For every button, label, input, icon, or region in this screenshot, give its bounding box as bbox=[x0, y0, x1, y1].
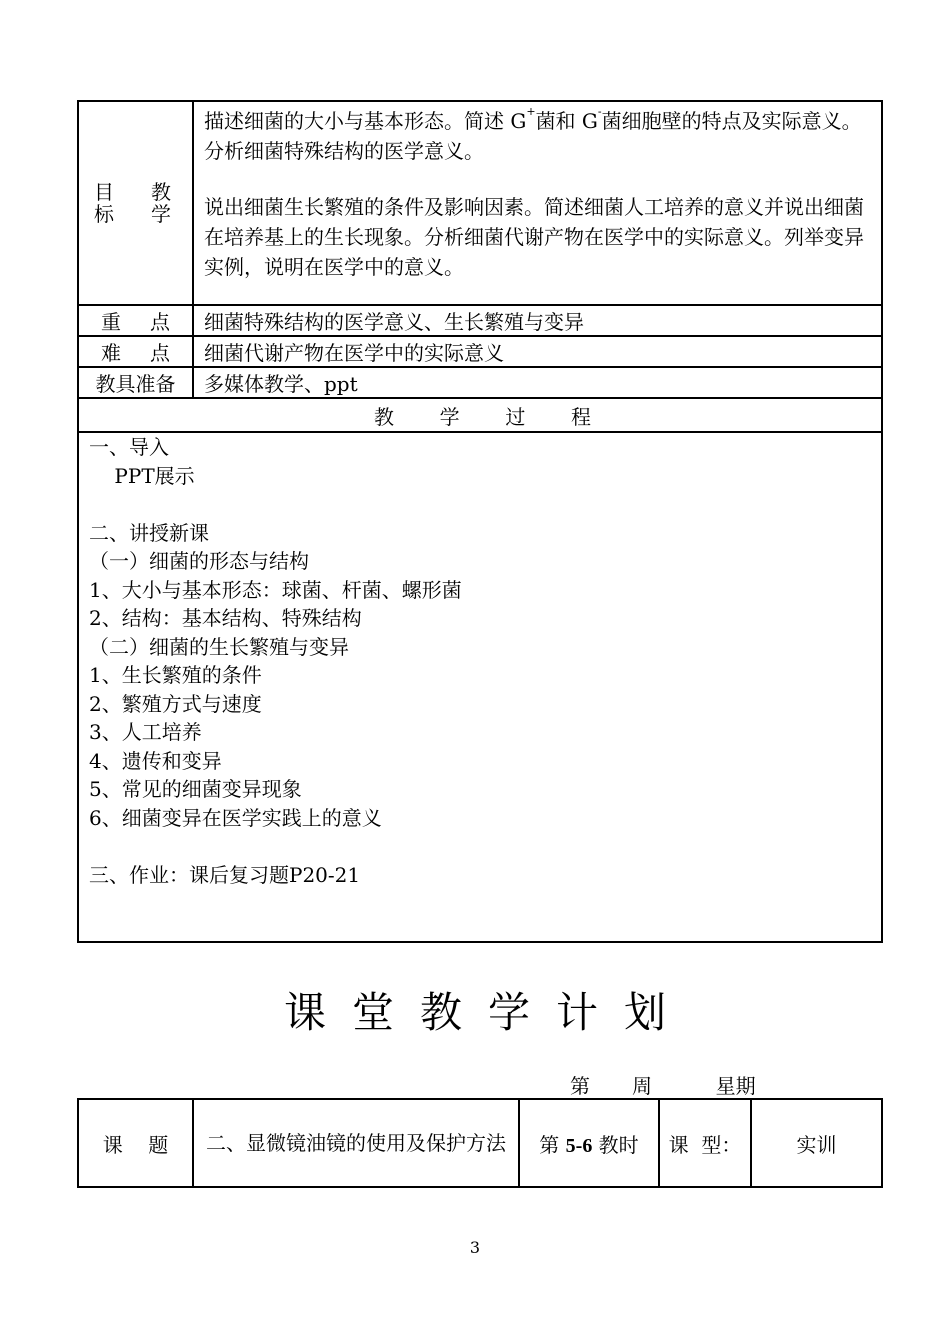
process-line: （一）细菌的形态与结构 bbox=[89, 549, 309, 573]
tools-text: 多媒体教学、ppt bbox=[193, 367, 882, 398]
process-line: 三、作业：课后复习题P20-21 bbox=[89, 862, 361, 887]
difficulties-text: 细菌代谢产物在医学中的实际意义 bbox=[193, 336, 882, 367]
objectives-label-char: 标 bbox=[94, 202, 114, 226]
objectives-label-char: 教 bbox=[151, 180, 171, 204]
key-points-label: 重 点 bbox=[78, 305, 193, 336]
process-line: 6、细菌变异在医学实践上的意义 bbox=[89, 805, 382, 830]
objectives-label-char: 学 bbox=[151, 202, 171, 226]
process-content bbox=[78, 432, 882, 942]
process-line bbox=[89, 832, 881, 861]
tools-label: 教具准备 bbox=[78, 367, 193, 398]
page-title: 课堂教学计划 bbox=[283, 988, 692, 1037]
key-points-text: 细菌特殊结构的医学意义、生长繁殖与变异 bbox=[193, 305, 882, 336]
process-line: 一、导入 bbox=[89, 435, 169, 459]
type-value: 实训 bbox=[751, 1099, 882, 1187]
objectives-label-char: 目 bbox=[94, 180, 114, 204]
objectives-paragraph-1: 描述细菌的大小与基本形态。简述 G+菌和 G-菌细胞壁的特点及实际意义。分析细菌特殊结构的医学意义。 bbox=[204, 105, 862, 163]
lesson-plan-table bbox=[77, 100, 883, 943]
objectives-paragraph-2: 说出细菌生长繁殖的条件及影响因素。简述细菌人工培养的意义并说出细菌在培养基上的生长现象。分析细菌代谢产物在医学中的实际意义。列举变异实例，说明在医学中的意义。 bbox=[204, 195, 864, 279]
process-line: 4、遗传和变异 bbox=[89, 748, 222, 773]
process-line bbox=[89, 490, 881, 519]
type-label: 课 型： bbox=[659, 1099, 751, 1187]
process-line: （二）细菌的生长繁殖与变异 bbox=[89, 634, 349, 659]
course-info-table bbox=[77, 1098, 883, 1188]
process-line: 5、常见的细菌变异现象 bbox=[89, 777, 302, 801]
week-blank bbox=[590, 1078, 632, 1099]
process-line: 1、生长繁殖的条件 bbox=[89, 663, 262, 687]
process-line: 3、人工培养 bbox=[89, 720, 202, 744]
topic-text: 二、显微镜油镜的使用及保护方法 bbox=[193, 1099, 519, 1187]
topic-label: 课 题 bbox=[78, 1099, 193, 1187]
period-text: 第 5-6 教时 bbox=[519, 1099, 659, 1187]
process-header: 教 学 过 程 bbox=[78, 398, 882, 432]
difficulties-label: 难 点 bbox=[78, 336, 193, 367]
process-line: PPT展示 bbox=[89, 463, 195, 488]
process-line: 2、繁殖方式与速度 bbox=[89, 691, 262, 716]
process-line: 1、大小与基本形态：球菌、杆菌、螺形菌 bbox=[89, 577, 462, 602]
objectives-label-cell bbox=[78, 101, 193, 305]
week-line: 第 周 星期 bbox=[570, 1070, 808, 1099]
page-number: 3 bbox=[469, 1238, 481, 1257]
process-line: 二、讲授新课 bbox=[89, 520, 209, 545]
objectives-text bbox=[193, 101, 882, 305]
process-line: 2、结构：基本结构、特殊结构 bbox=[89, 606, 362, 630]
weekday-blank bbox=[756, 1078, 808, 1099]
